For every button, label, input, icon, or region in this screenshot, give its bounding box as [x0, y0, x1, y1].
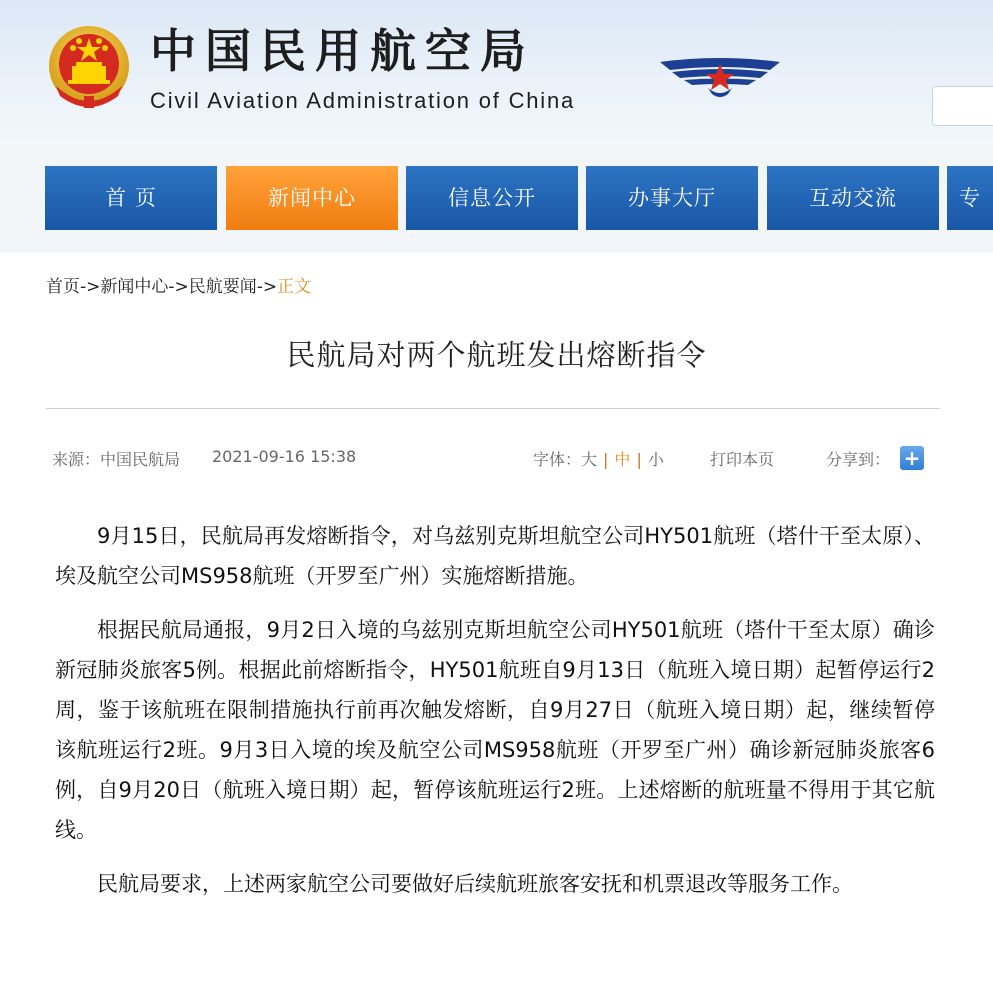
breadcrumb-news[interactable]: 新闻中心	[100, 277, 169, 297]
font-size-separator: |	[603, 450, 609, 469]
font-size-separator: |	[636, 450, 642, 469]
breadcrumb	[46, 272, 311, 297]
article-paragraph-2: 根据民航局通报，9月2日入境的乌兹别克斯坦航空公司HY501航班（塔什干至太原）确诊新冠肺炎旅客5例。根据此前熔断指令，HY501航班自9月13日（航班入境日期）起暂停运行2周，鉴于该航班在限制措施执行前再次触发熔断，自9月27日（航班入境日期）起，继续暂停该航班运行2班。9月3日入境的埃及航空公司MS958航班（开罗至广州）确诊新冠肺炎旅客6例，自9月20日（航班入境日期）起，暂停该航班运行2班。上述熔断的航班量不得用于其它航线。	[55, 618, 935, 842]
font-size-medium-button[interactable]: 中	[614, 450, 631, 469]
nav-tab-special[interactable]: 专	[947, 166, 993, 230]
breadcrumb-home[interactable]: 首页	[46, 277, 80, 297]
font-size-controls	[533, 447, 664, 470]
share-plus-icon[interactable]: +	[900, 446, 924, 470]
title-divider	[46, 408, 940, 409]
font-size-label: 字体：	[533, 450, 582, 469]
article-source: 来源：中国民航局	[52, 450, 181, 469]
nav-tab-news[interactable]: 新闻中心	[226, 166, 398, 230]
breadcrumb-separator: ->	[80, 277, 101, 297]
national-emblem-icon	[46, 24, 132, 112]
site-title: 中国民用航空局	[150, 24, 535, 78]
nav-tab-home[interactable]: 首 页	[45, 166, 217, 230]
article-body	[55, 516, 935, 918]
caac-wing-logo-icon	[658, 52, 782, 100]
nav-tab-services[interactable]: 办事大厅	[586, 166, 758, 230]
search-input[interactable]	[932, 86, 993, 126]
font-size-small-button[interactable]: 小	[647, 450, 664, 469]
font-size-large-button[interactable]: 大	[581, 450, 598, 469]
breadcrumb-section[interactable]: 民航要闻	[188, 277, 257, 297]
breadcrumb-current: 正文	[277, 277, 312, 297]
article-paragraph-1: 9月15日，民航局再发熔断指令，对乌兹别克斯坦航空公司HY501航班（塔什干至太原）、埃及航空公司MS958航班（开罗至广州）实施熔断措施。	[55, 524, 935, 588]
nav-tab-info[interactable]: 信息公开	[406, 166, 578, 230]
breadcrumb-separator: ->	[168, 277, 189, 297]
article-paragraph-3: 民航局要求，上述两家航空公司要做好后续航班旅客安抚和机票退改等服务工作。	[97, 872, 853, 896]
print-page-link[interactable]: 打印本页	[710, 450, 775, 469]
nav-tab-interaction[interactable]: 互动交流	[767, 166, 939, 230]
site-header	[0, 0, 993, 145]
site-subtitle: Civil Aviation Administration of China	[150, 88, 576, 113]
article-title: 民航局对两个航班发出熔断指令	[286, 338, 707, 372]
breadcrumb-separator: ->	[256, 277, 278, 297]
share-label: 分享到：	[826, 450, 891, 469]
article-datetime: 2021-09-16 15:38	[212, 447, 357, 466]
